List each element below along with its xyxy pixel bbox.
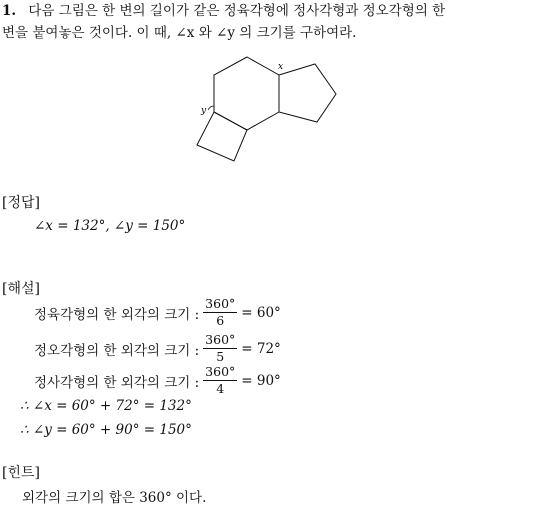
answer-heading: [정답] <box>2 195 40 211</box>
polygon-figure <box>190 50 350 165</box>
pentagon-shape <box>279 64 336 122</box>
angle-x-label: x <box>278 62 284 72</box>
problem-number: 1. <box>2 3 17 19</box>
square-shape <box>197 112 247 161</box>
angle-y-label: y <box>201 106 207 116</box>
row-label: 정오각형의 한 외각의 크기 : <box>34 342 200 359</box>
row-result: = 60° <box>241 304 281 321</box>
fraction <box>203 365 237 396</box>
problem-line-1: 다음 그림은 한 변의 길이가 같은 정육각형에 정사각형과 정오각형의 한 <box>28 3 446 19</box>
problem-statement <box>2 0 445 22</box>
hint-text: 외각의 크기의 합은 360° 이다. <box>22 490 207 506</box>
problem-line-2: 변을 붙여놓은 것이다. 이 때, ∠x 와 ∠y 의 크기를 구하여라. <box>2 25 357 41</box>
explanation-row-hexagon <box>34 297 281 328</box>
conclusion-y: ∴ ∠y = 60° + 90° = 150° <box>20 422 192 438</box>
fraction-numerator: 360° <box>205 332 236 347</box>
explanation-heading: [해설] <box>2 281 40 297</box>
fraction <box>203 333 237 364</box>
fraction-denominator: 6 <box>216 313 225 328</box>
answer-text: ∠x = 132°, ∠y = 150° <box>34 218 186 234</box>
row-label: 정사각형의 한 외각의 크기 : <box>34 374 200 391</box>
hexagon-shape <box>214 57 279 130</box>
explanation-row-square <box>34 365 281 396</box>
conclusion-x: ∴ ∠x = 60° + 72° = 132° <box>20 398 192 414</box>
fraction <box>203 297 237 328</box>
fraction-numerator: 360° <box>205 364 236 379</box>
explanation-row-pentagon <box>34 333 281 364</box>
row-label: 정육각형의 한 외각의 크기 : <box>34 306 200 323</box>
fraction-numerator: 360° <box>205 296 236 311</box>
angle-y-arc <box>208 106 214 110</box>
hint-heading: [힌트] <box>2 465 40 481</box>
row-result: = 90° <box>241 372 281 389</box>
fraction-denominator: 5 <box>216 349 225 364</box>
fraction-denominator: 4 <box>216 381 225 396</box>
row-result: = 72° <box>241 340 281 357</box>
